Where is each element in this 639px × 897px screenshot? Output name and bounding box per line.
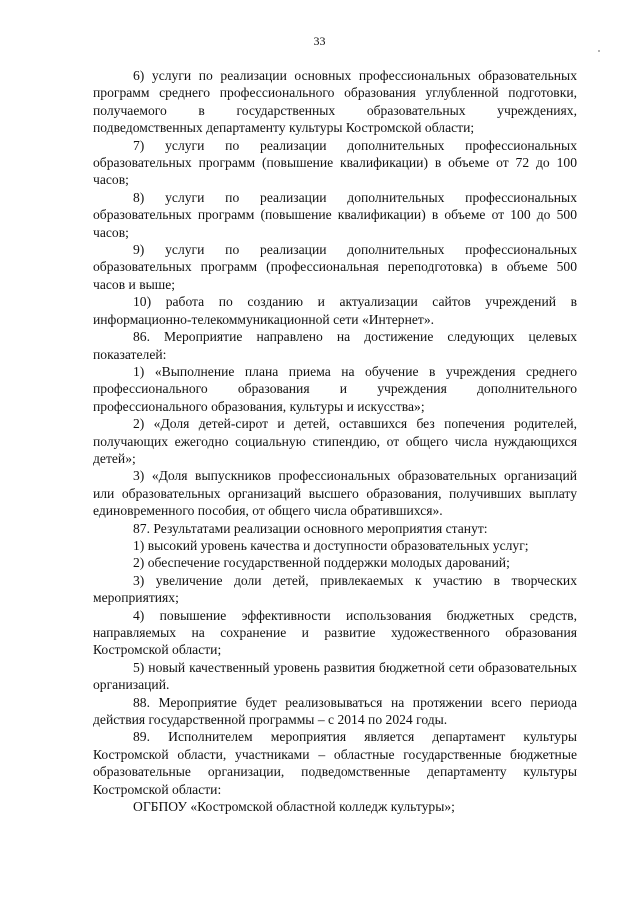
paragraph-services-9: 9) услуги по реализации дополнительных профессиональных образовательных программ (профессиональная переподготовка) в объеме 500 часов и выше;: [93, 242, 577, 292]
paragraph-indicator-1: 1) «Выполнение плана приема на обучение в учреждения среднего профессионального образования и учреждения дополнительного профессионального образования, культуры и искусства»;: [93, 363, 577, 414]
paragraph-services-6: 6) услуги по реализации основных профессиональных образовательных программ среднего профессионального образования углубленной подготовки, получаемого в государственных образовательных учреждениях, подведомственных департаменту культуры Костромской области;: [93, 68, 577, 136]
paragraph-indicator-2: 2) «Доля детей-сирот и детей, оставшихся без попечения родителей, получающих ежегодно социальную стипендию, от общего числа нуждающихся детей»;: [93, 416, 577, 466]
paragraph-services-10: 10) работа по созданию и актуализации сайтов учреждений в информационно-телекоммуникационной сети «Интернет».: [93, 294, 577, 327]
paragraph-result-4: 4) повышение эффективности использования бюджетных средств, направляемых на сохранение и развитие художественного образования Костромской области;: [93, 607, 577, 658]
paragraph-section-89: 89. Исполнителем мероприятия является департамент культуры Костромской области, участниками – областные государственные бюджетные образовательные организации, подведомственные департаменту культуры Костромской области:: [93, 729, 577, 797]
body-text: [93, 67, 577, 815]
page-number: 33: [313, 34, 326, 48]
paragraph-result-5: 5) новый качественный уровень развития бюджетной сети образовательных организаций.: [93, 659, 577, 693]
paragraph-section-86: 86. Мероприятие направлено на достижение следующих целевых показателей:: [93, 329, 577, 362]
paragraph-result-2: 2) обеспечение государственной поддержки молодых дарований;: [133, 555, 510, 571]
paragraph-result-3: 3) увеличение доли детей, привлекаемых к участию в творческих мероприятиях;: [93, 572, 577, 606]
paragraph-indicator-3: 3) «Доля выпускников профессиональных образовательных организаций или образовательных организаций высшего образования, получивших выплату единовременного пособия, от общего числа обратившихся».: [93, 468, 577, 519]
paragraph-section-87: 87. Результатами реализации основного мероприятия станут:: [133, 520, 488, 536]
paragraph-section-88: 88. Мероприятие будет реализовываться на протяжении всего периода действия государственной программы – с 2014 по 2024 годы.: [93, 694, 577, 728]
paragraph-result-1: 1) высокий уровень качества и доступности образовательных услуг;: [133, 537, 529, 553]
paragraph-services-8: 8) услуги по реализации дополнительных профессиональных образовательных программ (повышение квалификации) в объеме от 100 до 500 часов;: [93, 189, 577, 240]
margin-mark: [598, 50, 600, 52]
paragraph-services-7: 7) услуги по реализации дополнительных профессиональных образовательных программ (повышение квалификации) в объеме от 72 до 100 часов;: [93, 137, 577, 188]
paragraph-organization: ОГБПОУ «Костромской областной колледж культуры»;: [133, 799, 455, 815]
